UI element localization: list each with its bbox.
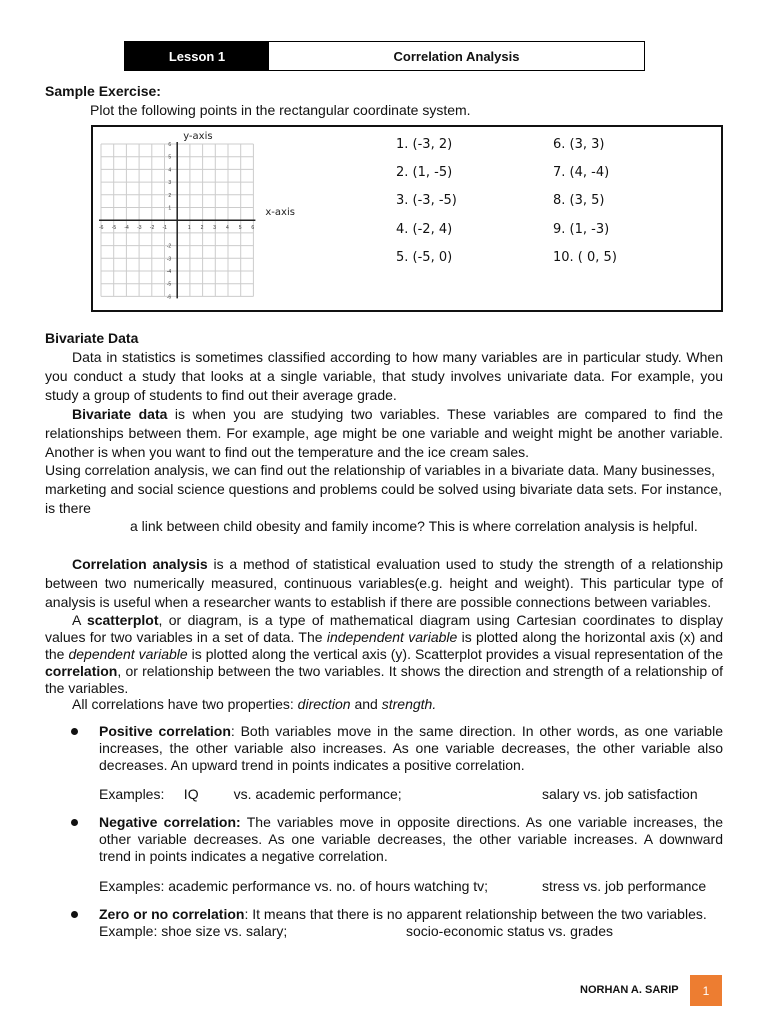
x-tick-label: -5 bbox=[111, 225, 117, 232]
lesson-number: Lesson 1 bbox=[125, 42, 269, 70]
term: direction bbox=[297, 696, 351, 712]
text: is when you are studying two variables. These variables are compared to find the relationships between them. For example, age might be one variable and weight might be another variable. Another is when you want to find out the temperature and the ice cream sales. bbox=[45, 406, 723, 460]
text: : It means that there is no apparent relationship between the two variables. bbox=[244, 906, 707, 922]
exercise-heading: Sample Exercise: bbox=[45, 83, 161, 99]
bullet-icon bbox=[71, 819, 78, 826]
exercise-box bbox=[91, 125, 723, 312]
text: All correlations have two properties: bbox=[72, 696, 298, 712]
text: A bbox=[72, 612, 87, 628]
term: correlation bbox=[45, 663, 118, 679]
x-tick-label: 2 bbox=[200, 225, 204, 232]
term: scatterplot bbox=[86, 612, 159, 628]
y-tick-label: 2 bbox=[168, 192, 172, 199]
paragraph bbox=[45, 405, 723, 461]
point-item: 7. (4, -4) bbox=[553, 165, 610, 180]
y-tick-label: -4 bbox=[166, 269, 172, 275]
text: is plotted along the vertical axis (y). Scatterplot provides a visual representation of the bbox=[187, 646, 723, 662]
example: stress vs. job performance bbox=[542, 878, 707, 894]
x-tick-label: 5 bbox=[238, 225, 242, 232]
y-tick-label: 1 bbox=[168, 205, 172, 212]
y-tick-label: 6 bbox=[168, 142, 172, 148]
x-tick-label: 6 bbox=[251, 225, 255, 232]
term: Bivariate data bbox=[72, 406, 168, 422]
text: , or diagram, is a type of mathematical diagram using Cartesian coordinates to display values for two variables in a set of data. The bbox=[45, 612, 723, 645]
y-tick-label: 4 bbox=[168, 167, 172, 174]
point-item: 8. (3, 5) bbox=[553, 193, 605, 208]
point-item: 3. (-3, -5) bbox=[396, 193, 457, 208]
term: Zero or no correlation bbox=[99, 906, 245, 922]
x-axis-label: x-axis bbox=[265, 207, 295, 219]
text: is a method of statistical evaluation used to study the strength of a relationship between two numerically measured, continuous variables(e.g. height and weight). This particular type of analysis is useful when a researcher wants to establish if there are possible connections between variables. bbox=[45, 556, 724, 610]
paragraph: Using correlation analysis, we can find out the relationship of variables in a bivariate data. Many businesses, marketing and social science questions and problems could be solved using bivariate data sets. For instance, is there bbox=[45, 462, 723, 516]
x-tick-label: -4 bbox=[124, 225, 129, 232]
lesson-title: Correlation Analysis bbox=[393, 48, 520, 64]
y-tick-label: -6 bbox=[166, 294, 172, 301]
bullet-icon bbox=[71, 911, 78, 918]
y-tick-label: -3 bbox=[166, 256, 172, 263]
paragraph bbox=[45, 612, 723, 697]
example: Example: shoe size vs. salary; bbox=[99, 923, 288, 939]
paragraph-continuation: a link between child obesity and family income? This is where correlation analysis is helpful. bbox=[130, 518, 698, 534]
term: Positive correlation bbox=[99, 723, 231, 739]
text: The variables move in opposite directions. As one variable increases, the other variable decreases. As one variable decreases, the other variable increases. A downward trend in points indicates a negative correlation. bbox=[99, 814, 724, 864]
example: Examples: IQ vs. academic performance; bbox=[99, 786, 402, 802]
x-tick-label: -6 bbox=[99, 225, 104, 232]
point-item: 5. (-5, 0) bbox=[396, 250, 453, 265]
lesson-header bbox=[124, 41, 645, 71]
y-tick-label: 3 bbox=[168, 180, 172, 187]
paragraph bbox=[72, 696, 436, 712]
bullet-icon bbox=[71, 728, 78, 735]
term: independent variable bbox=[326, 629, 458, 645]
text: is plotted along the horizontal axis (x) and the bbox=[45, 629, 724, 662]
example: socio-economic status vs. grades bbox=[406, 923, 613, 939]
term: Negative correlation: bbox=[99, 814, 241, 830]
y-tick-label: -2 bbox=[166, 243, 172, 250]
text: and bbox=[350, 696, 382, 712]
point-item: 1. (-3, 2) bbox=[396, 137, 453, 152]
y-tick-label: -5 bbox=[166, 281, 172, 288]
paragraph: Data in statistics is sometimes classified according to how many variables are in particular study. When you conduct a study that looks at a single variable, that study involves univariate data. For example, you study a group of students to find out their average grade. bbox=[45, 349, 723, 403]
x-tick-label: 4 bbox=[226, 225, 229, 232]
x-tick-label: -1 bbox=[162, 225, 167, 232]
bullet-item bbox=[99, 723, 723, 774]
text: : Both variables move in the same direction. In other words, as one variable increases, the other variable also increases. As one variable decreases, the other variable also decreases. An upward trend in points indicates a positive correlation. bbox=[99, 723, 723, 773]
bullet-item bbox=[99, 906, 723, 923]
y-axis-label: y-axis bbox=[183, 131, 213, 142]
point-item: 2. (1, -5) bbox=[396, 165, 453, 180]
example: Examples: academic performance vs. no. of hours watching tv; bbox=[99, 878, 489, 894]
page-number: 1 bbox=[690, 975, 722, 1006]
example: salary vs. job satisfaction bbox=[542, 786, 698, 802]
footer-author: NORHAN A. SARIP bbox=[580, 984, 679, 996]
text: , or relationship between the two variables. It shows the direction and strength of a relationship of the variables. bbox=[45, 663, 723, 696]
point-item: 6. (3, 3) bbox=[553, 137, 605, 152]
term: strength. bbox=[381, 696, 437, 712]
term: Correlation analysis bbox=[72, 556, 208, 572]
x-tick-label: -3 bbox=[137, 225, 142, 232]
exercise-instruction: Plot the following points in the rectangular coordinate system. bbox=[90, 102, 471, 118]
term: dependent variable bbox=[68, 646, 188, 662]
x-tick-label: 3 bbox=[213, 225, 217, 232]
y-tick-label: 5 bbox=[168, 154, 172, 161]
point-item: 9. (1, -3) bbox=[553, 222, 610, 237]
x-tick-label: -2 bbox=[149, 225, 155, 232]
point-item: 4. (-2, 4) bbox=[396, 222, 453, 237]
bivariate-heading: Bivariate Data bbox=[45, 330, 139, 346]
coordinate-grid bbox=[93, 127, 393, 312]
point-item: 10. ( 0, 5) bbox=[553, 250, 617, 265]
x-tick-label: 1 bbox=[187, 225, 191, 232]
bullet-item bbox=[99, 814, 723, 865]
paragraph bbox=[45, 555, 723, 611]
